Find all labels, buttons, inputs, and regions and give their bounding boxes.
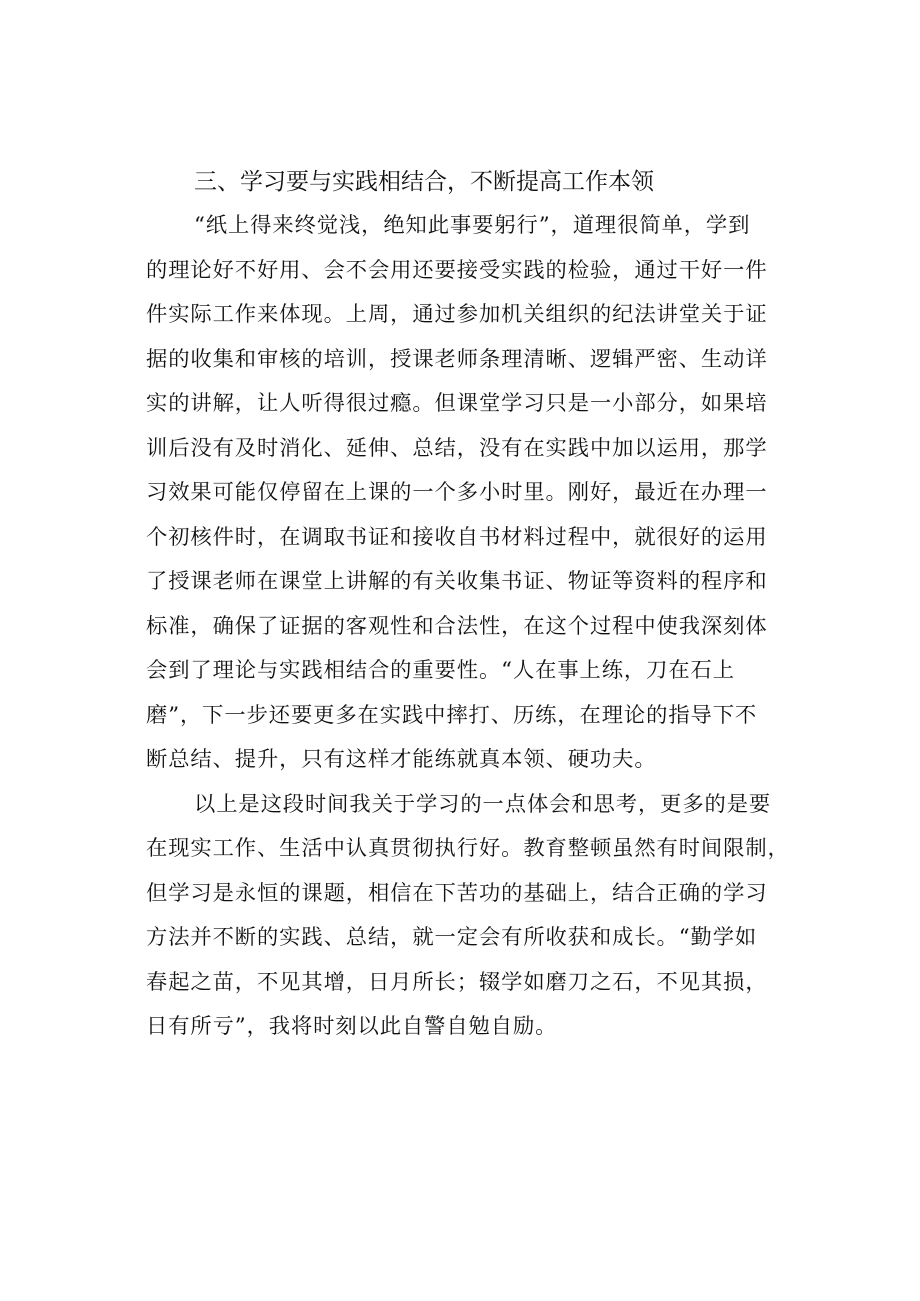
text-line: 了授课老师在课堂上讲解的有关收集书证、物证等资料的程序和 [146, 569, 768, 594]
text-line: 春起之苗，不见其增，日月所长；辍学如磨刀之石，不见其损， [146, 969, 768, 995]
text-line: 方法并不断的实践、总结，就一定会有所收获和成长。“勤学如 [146, 925, 758, 950]
text-line: 磨”，下一步还要更多在实践中摔打、历练，在理论的指导下不 [146, 702, 758, 728]
text-line: 件实际工作来体现。上周，通过参加机关组织的纪法讲堂关于证 [146, 302, 768, 327]
text-line: 的理论好不好用、会不会用还要接受实践的检验，通过干好一件 [146, 257, 768, 283]
text-line: 但学习是永恒的课题，相信在下苦功的基础上，结合正确的学习 [146, 880, 768, 906]
section-heading: 三、学习要与实践相结合，不断提高工作本领 [194, 169, 654, 195]
paragraph-2 [146, 783, 810, 1050]
text-line: 以上是这段时间我关于学习的一点体会和思考，更多的是要 [194, 791, 772, 817]
text-line: “纸上得来终觉浅，绝知此事要躬行”，道理很简单，学到 [194, 213, 751, 238]
text-line: 训后没有及时消化、延伸、总结，没有在实践中加以运用，那学 [146, 435, 768, 461]
text-line: 断总结、提升，只有这样才能练就真本领、硬功夫。 [146, 747, 657, 772]
text-line: 日有所亏”，我将时刻以此自警自勉自励。 [146, 1014, 558, 1039]
text-line: 会到了理论与实践相结合的重要性。“人在事上练，刀在石上 [146, 658, 735, 683]
text-line: 在现实工作、生活中认真贯彻执行好。教育整顿虽然有时间限制， [146, 836, 790, 861]
document-body [146, 160, 810, 1050]
paragraph-1 [146, 204, 810, 783]
text-line: 实的讲解，让人听得很过瘾。但课堂学习只是一小部分，如果培 [146, 391, 768, 416]
text-line: 习效果可能仅停留在上课的一个多小时里。刚好，最近在办理一 [146, 480, 768, 505]
text-line: 标准，确保了证据的客观性和合法性，在这个过程中使我深刻体 [146, 613, 768, 639]
text-line: 据的收集和审核的培训，授课老师条理清晰、逻辑严密、生动详 [146, 346, 768, 372]
text-line: 个初核件时，在调取书证和接收自书材料过程中，就很好的运用 [146, 524, 768, 550]
